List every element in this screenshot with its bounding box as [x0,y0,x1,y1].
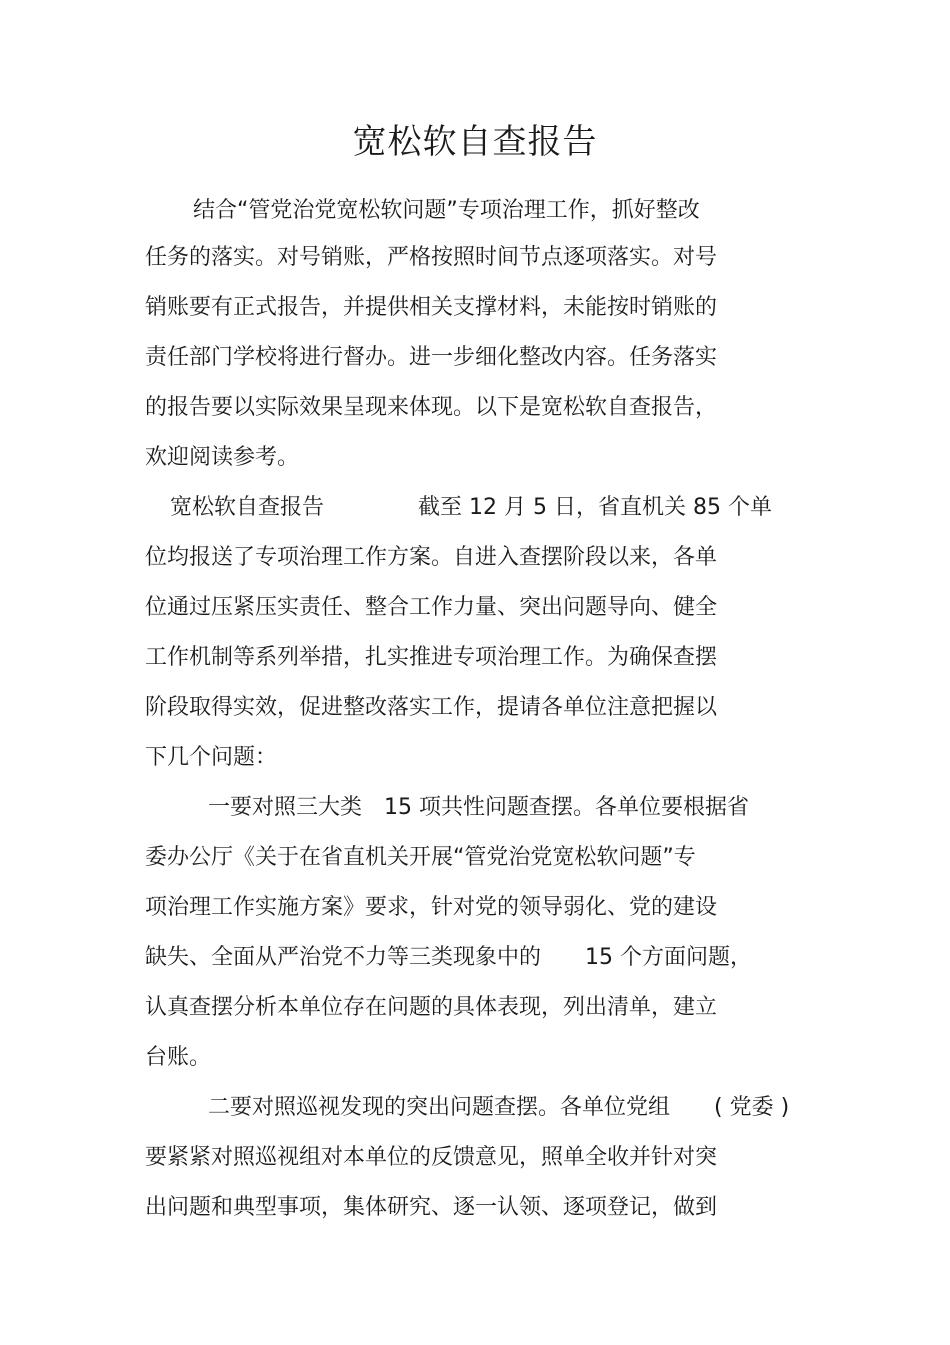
paragraph-line: 项治理工作实施方案》要求，针对党的领导弱化、党的建设 [145,895,718,920]
paragraph-line: 销账要有正式报告，并提供相关支撑材料，未能按时销账的 [145,295,718,320]
paragraph-line: 台账。 [145,1045,212,1070]
paragraph-line: 的报告要以实际效果呈现来体现。以下是宽松软自查报告， [145,395,718,420]
paragraph-line: 结合“管党治党宽松软问题”专项治理工作，抓好整改 [193,198,700,223]
paragraph-line: 要紧紧对照巡视组对本单位的反馈意见，照单全收并针对突 [145,1145,718,1170]
paragraph-line: 位通过压紧压实责任、整合工作力量、突出问题导向、健全 [145,595,718,620]
paragraph-line: 阶段取得实效，促进整改落实工作，提请各单位注意把握以 [145,695,718,720]
paragraph-line: 下几个问题： [145,745,278,770]
section-heading: 宽松软自查报告 [170,495,325,520]
paragraph-line: 出问题和典型事项，集体研究、逐一认领、逐项登记，做到 [145,1195,718,1220]
paragraph-line: 任务的落实。对号销账，严格按照时间节点逐项落实。对号 [145,245,718,270]
section-heading-text: 截至 12 月 5 日，省直机关 85 个单 [418,495,772,520]
section-heading-line [170,493,772,523]
document-title: 宽松软自查报告 [352,122,598,162]
paragraph-line: 一要对照三大类 15 项共性问题查摆。各单位要根据省 [208,795,749,820]
paragraph-line: 责任部门学校将进行督办。进一步细化整改内容。任务落实 [145,345,718,370]
paragraph-line: 委办公厅《关于在省直机关开展“管党治党宽松软问题”专 [145,845,696,870]
paragraph-line: 位均报送了专项治理工作方案。自进入查摆阶段以来，各单 [145,545,718,570]
paragraph-line: 认真查摆分析本单位存在问题的具体表现，列出清单，建立 [145,995,718,1020]
paragraph-line: 二要对照巡视发现的突出问题查摆。各单位党组 ( 党委 ) [208,1095,790,1120]
paragraph-line: 欢迎阅读参考。 [145,445,300,470]
paragraph-line: 缺失、全面从严治党不力等三类现象中的 15 个方面问题， [145,945,752,970]
paragraph-line: 工作机制等系列举措，扎实推进专项治理工作。为确保查摆 [145,645,718,670]
